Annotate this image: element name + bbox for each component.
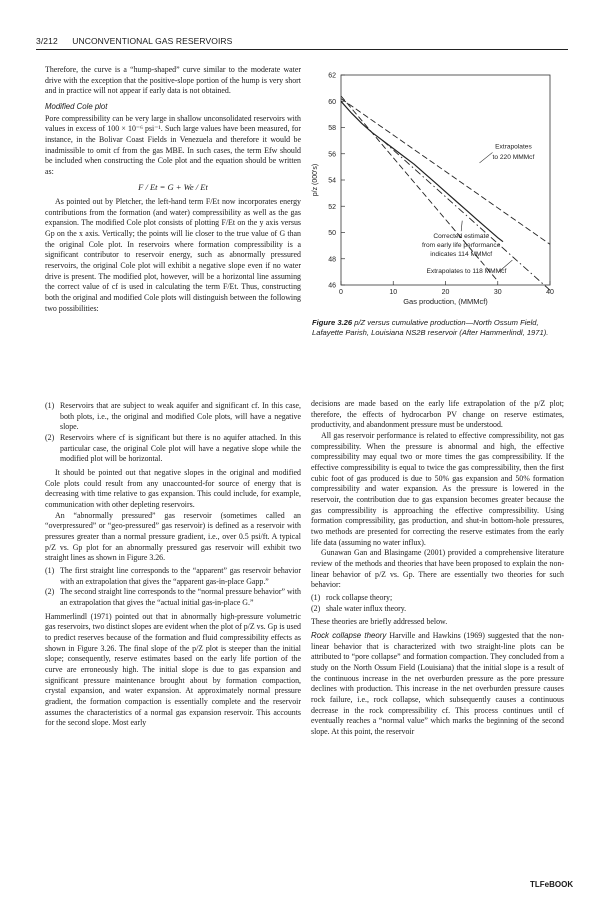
paragraph-hammerlindl: Hammerlindl (1971) pointed out that in abnormally high-pressure volumetric gas reservoirs, two distinct slopes are evident when the plot of p/Z vs. Gp is used to predict reserves because of the formation and fluid compressibility effects as shown in Figure 3.26. The final slope of the p/Z plot is steeper than the initial slope; consequently, reserve estimates based on the early life portion of the curve are erroneously high. The initial slope is due to gas expansion and significant pressure maintenance brought about by formation compaction, crystal expansion, and water expansion. At approximately normal pressure gradient, the formation compaction is essentially complete and the reservoir assumes the characteristics of a normal gas expansion reservoir. This accounts for the second slope. Most early <box>45 611 301 728</box>
chart-annotation: from early life performance <box>421 241 501 249</box>
paragraph-compressibility: All gas reservoir performance is related to effective compressibility, not gas compressibility. When the pressure is abnormal and high, the effective compressibility may equal two or more times the gas compressibility. If the effective compressibility is equal to twice the gas compressibility, then the first cubic foot of gas produced is due to 50% gas expansion and 50% formation compressibility and water expansion. As the pressure is lowered in the reservoir, the contribution due to gas expansion becomes greater because the gas compressibility is approaching the effective compressibility. Using formation compressibility, gas production, and shut-in bottom-hole pressures, two methods are presented for correcting the reserve estimates from the early life data (assuming no water influx). <box>311 431 564 547</box>
list-item-text: shale water influx theory. <box>326 603 407 613</box>
list-item-text: rock collapse theory; <box>326 593 393 603</box>
y-tick-label: 54 <box>328 177 336 185</box>
paragraph-negative-slopes: It should be pointed out that negative slopes in the original and modified Cole plots could result from any unaccounted-for source of energy that is decreasing with time relative to gas expansion. This could include, for example, communication with other depleting reservoirs. <box>45 468 301 510</box>
running-title: UNCONVENTIONAL GAS RESERVOIRS <box>72 36 233 46</box>
series-line <box>341 99 550 245</box>
x-tick-label: 0 <box>339 289 343 296</box>
figure-label: Figure 3.26 <box>312 318 353 327</box>
chart-annotation: Extrapolates to 118 MMMcf <box>426 268 507 276</box>
annotation-leader <box>479 152 492 163</box>
straight-lines-list <box>45 566 301 609</box>
footer-source: TLFeBOOK <box>530 880 574 889</box>
y-tick-label: 62 <box>328 72 336 80</box>
list-item-text: The second straight line corresponds to the “normal pressure behavior” with an extrapolation that gives the “actual initial gas-in-place G.” <box>60 587 301 608</box>
chart-annotation: indicates 114 MMMcf <box>430 251 493 259</box>
rock-collapse-text: Harville and Hawkins (1969) suggested that the non-linear behavior that is characterized with two straight-line plots can be attributed to “pore collapse” and formation compaction. They concluded from a study on the North Ossum Field (Louisiana) that the initial slope is a result of the continuous increase in the net overburden pressure as the pore pressure declines with production. This increase in the net overburden pressure causes rock failure, i.e., rock collapse, which subsequently causes a continuous decrease in the rock compressibility cf. This process continues until cf eventually reaches a “normal value” which marks the beginning of the second slope. At this point, the reservoir <box>311 631 564 737</box>
chart-annotation: Extrapolates <box>495 143 532 151</box>
y-tick-label: 46 <box>328 282 336 290</box>
y-tick-label: 56 <box>328 151 336 159</box>
paragraph-decisions: decisions are made based on the early life extrapolation of the p/Z plot; therefore, the effects of hydrocarbon PV change on reserve estimates, productivity, and abandonment pressure must be understood. <box>311 399 564 430</box>
x-tick-label: 40 <box>546 289 554 296</box>
list-item <box>311 593 564 604</box>
cole-paragraph-1: Pore compressibility can be very large in shallow unconsolidated reservoirs with values in excess of 100 × 10⁻⁶ psi⁻¹. Such large values have been measured, for instance, in the Bolivar Coast Fields in Venezuela and therefore it would be inadmissible to omit cf from the gas MBE. In such cases, the term Efw should be included when constructing the Cole plot and the equation should be written as: <box>45 113 301 176</box>
rock-collapse-title: Rock collapse theory <box>311 631 387 641</box>
list-item <box>45 401 301 433</box>
x-tick-label: 20 <box>441 289 450 296</box>
list-item <box>45 433 301 465</box>
figure-3-26-chart <box>305 70 570 315</box>
right-column-bottom <box>311 399 564 738</box>
list-item-label: (1) <box>45 401 55 410</box>
page-number: 3/212 <box>36 36 58 46</box>
list-item <box>45 566 301 587</box>
x-tick-label: 30 <box>493 289 502 296</box>
list-item-text: Reservoirs where cf is significant but there is no aquifer attached. In this particular case, the original Cole plot will have a negative slope while the modified plot will be horizontal. <box>60 433 301 464</box>
running-header <box>36 36 568 50</box>
x-axis-label: Gas production, (MMMcf) <box>403 297 488 306</box>
intro-paragraph: Therefore, the curve is a “hump-shaped” curve similar to the moderate water drive with the exception that the positive-slope portion of the hump is very short and in practice will not appear if early data is not obtained. <box>45 65 301 96</box>
y-tick-label: 60 <box>328 98 336 106</box>
y-tick-label: 50 <box>328 230 336 237</box>
series-line <box>341 101 503 241</box>
chart-annotation: Corrected estimate <box>433 232 490 240</box>
cole-equation: F / Et = G + We / Et <box>138 181 208 192</box>
paragraph-theories-intro: These theories are briefly addressed below. <box>311 617 448 627</box>
chart-svg <box>305 70 570 315</box>
left-column-top <box>45 65 301 314</box>
list-item-text: Reservoirs that are subject to weak aquifer and significant cf. In this case, both plots, i.e., the original and modified Cole plots, will have a negative slope. <box>60 401 301 432</box>
list-item-label: (2) <box>45 587 55 597</box>
list-item <box>45 587 301 608</box>
theories-list <box>311 593 564 614</box>
paragraph-rock-collapse <box>311 631 564 738</box>
annotation-leader <box>461 221 462 232</box>
list-item-label: (2) <box>311 603 321 613</box>
cole-paragraph-2: As pointed out by Pletcher, the left-hand term F/Et now incorporates energy contributions from the formation (and water) compressibility as well as the gas expansion. The modified Cole plot consists of plotting F/Et on the y axis versus Gp on the x axis. Vertically; the points will lie closer to the true value of G than the original Cole plot. In reservoirs where formation compressibility is a significant contributor to reservoir energy, such as abnormally pressured reservoirs, the original Cole plot will exhibit a negative slope even if no water drive is present. The modified plot, however, will be a horizontal line assuming the correct value of cf is used in calculating the term F/Et. Thus, constructing both the original and modified Cole plots will distinguish between the following two possibilities: <box>45 197 301 313</box>
y-tick-label: 52 <box>328 203 336 211</box>
subheading-modified-cole-plot: Modified Cole plot <box>45 102 108 112</box>
list-item-text: The first straight line corresponds to the “apparent” gas reservoir behavior with an extrapolation that gives the “apparent gas-in-place Gapp.” <box>60 566 301 586</box>
list-item-label: (1) <box>45 566 55 576</box>
paragraph-gunawan: Gunawan Gan and Blasingame (2001) provided a comprehensive literature review of the methods and theories that have been proposed to explain the non-linear behavior of p/Z vs. Gp. There are essentially two theories for such behavior: <box>311 548 564 590</box>
list-item-label: (2) <box>45 433 55 443</box>
left-column-bottom <box>45 399 301 729</box>
list-item <box>311 604 564 615</box>
list-item-label: (1) <box>311 593 321 603</box>
y-tick-label: 58 <box>328 125 336 132</box>
x-tick-label: 10 <box>389 289 398 296</box>
figure-caption <box>312 318 564 338</box>
chart-annotation: to 220 MMMcf <box>492 154 535 161</box>
possibilities-list <box>45 401 301 465</box>
figure-caption-text: p/Z versus cumulative production—North Ossum Field, Lafayette Parish, Louisiana NS2B reservoir (After Hammerlindl, 1971). <box>312 318 549 337</box>
y-axis-label: p/z (000's) <box>312 163 319 197</box>
paragraph-abnormal-pressure: An “abnormally pressured” gas reservoir (sometimes called an “overpressured” or “geo-pressured” gas reservoir) is defined as a reservoir with pressures greater than a normal pressure gradient, i.e., over 0.5 psi/ft. A typical p/Z vs. Gp plot for an abnormally pressured gas reservoir will exhibit two straight lines as shown in Figure 3.26. <box>45 510 301 563</box>
y-tick-label: 48 <box>328 256 336 264</box>
